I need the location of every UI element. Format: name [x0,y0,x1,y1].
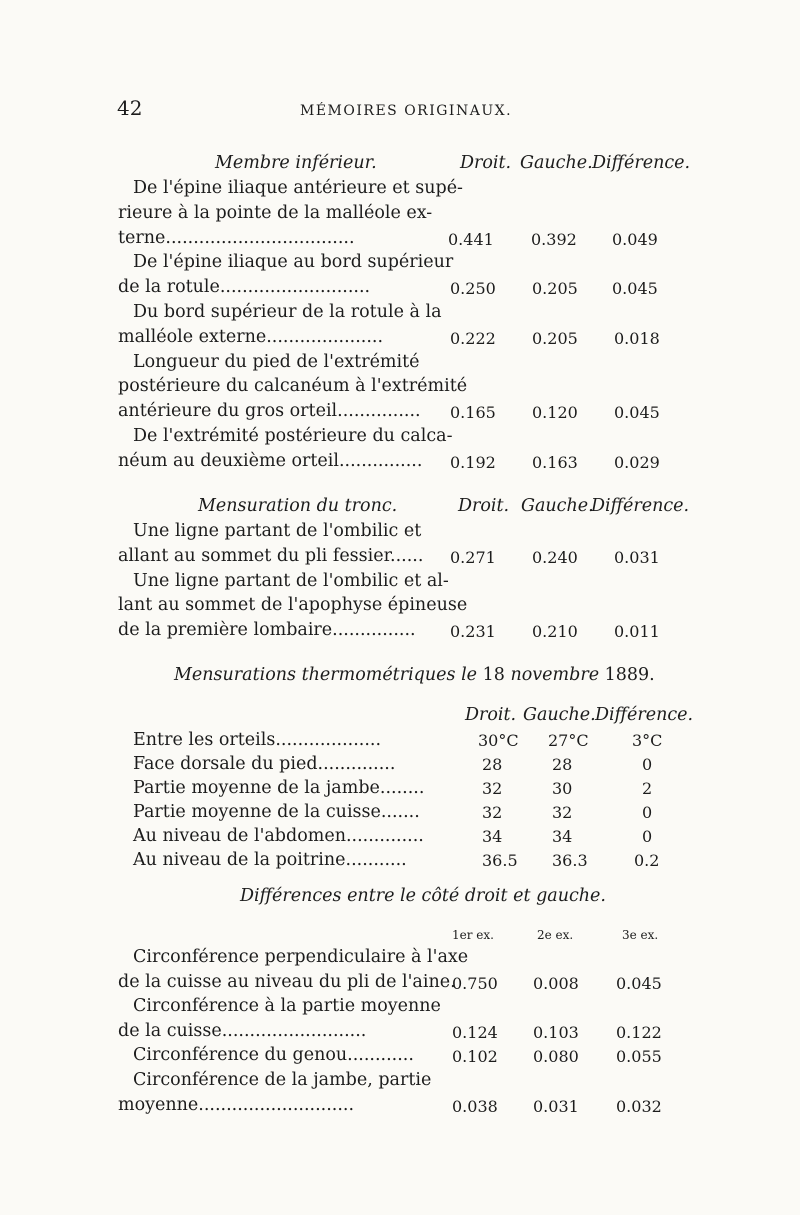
value-droit: 36.5 [482,851,518,870]
value-droit: 0.222 [450,329,496,348]
value-droit: 30°C [478,731,519,750]
text-line: Circonférence perpendiculaire à l'axe [133,947,469,967]
value-gauche: 27°C [548,731,589,750]
text-line: de la rotule........................... [118,277,371,297]
text-line: lant au sommet de l'apophyse épineuse [118,595,468,615]
section-title: Membre inférieur. [215,153,377,173]
col-header-difference: Différence. [592,153,691,173]
value-gauche: 0.392 [531,230,577,249]
value-droit: 0.192 [450,453,496,472]
col-header-droit: Droit. [458,496,510,516]
text-line: néum au deuxième orteil............... [118,451,423,471]
text-line: moyenne............................ [118,1095,355,1115]
value-difference: 0.049 [612,230,658,249]
row-label: Partie moyenne de la jambe........ [133,778,425,798]
section-title: Différences entre le côté droit et gauche. [240,886,606,906]
value-difference: 0.045 [612,279,658,298]
value-droit: 0.165 [450,403,496,422]
col-header-droit: Droit. [460,153,512,173]
value-droit: 32 [482,779,503,798]
text-line: Longueur du pied de l'extrémité [133,352,420,372]
value-difference: 0.029 [614,453,660,472]
page-number: 42 [117,96,143,120]
value-gauche: 30 [552,779,573,798]
value-ex2: 0.008 [533,974,579,993]
value-difference: 0 [642,827,653,846]
value-droit: 0.250 [450,279,496,298]
text-line: rieure à la pointe de la malléole ex- [118,203,433,223]
row-label: Au niveau de l'abdomen.............. [133,826,424,846]
text-line: Une ligne partant de l'ombilic et al- [133,571,449,591]
col-header-ex2: 2e ex. [537,928,574,942]
text-line: allant au sommet du pli fessier...... [118,546,424,566]
text-line: Circonférence du genou............ [133,1045,414,1065]
col-header-gauche: Gauche. [521,496,594,516]
value-difference: 0 [642,803,653,822]
value-droit: 0.271 [450,548,496,567]
col-header-ex3: 3e ex. [622,928,659,942]
value-difference: 0 [642,755,653,774]
value-droit: 0.231 [450,622,496,641]
text-line: Une ligne partant de l'ombilic et [133,521,422,541]
section-title-part: le [461,665,478,685]
value-gauche: 34 [552,827,573,846]
text-line: terne.................................. [118,228,355,248]
section-title-part: 1889. [604,665,655,685]
row-label: Entre les orteils................... [133,730,382,750]
value-gauche: 0.240 [532,548,578,567]
col-header-ex1: 1er ex. [452,928,494,942]
value-ex2: 0.031 [533,1097,579,1116]
text-line: antérieure du gros orteil............... [118,401,421,421]
value-gauche: 28 [552,755,573,774]
value-ex2: 0.080 [533,1047,579,1066]
value-gauche: 0.205 [532,279,578,298]
value-ex3: 0.032 [616,1097,662,1116]
section-title-part: 18 [482,665,505,685]
value-ex3: 0.045 [616,974,662,993]
section-title-part: novembre [510,665,600,685]
text-line: De l'épine iliaque au bord supérieur [133,252,454,272]
text-line: Du bord supérieur de la rotule à la [133,302,442,322]
value-difference: 0.011 [614,622,660,641]
col-header-gauche: Gauche. [520,153,593,173]
value-ex2: 0.103 [533,1023,579,1042]
text-line: De l'épine iliaque antérieure et supé- [133,178,463,198]
text-line: De l'extrémité postérieure du calca- [133,426,453,446]
text-line: de la cuisse.......................... [118,1021,367,1041]
value-difference: 2 [642,779,653,798]
text-line: malléole externe..................... [118,327,384,347]
value-droit: 28 [482,755,503,774]
section-title [174,665,655,685]
row-label: Au niveau de la poitrine........... [133,850,407,870]
row-label: Face dorsale du pied.............. [133,754,396,774]
value-ex3: 0.055 [616,1047,662,1066]
section-title: Mensuration du tronc. [198,496,398,516]
value-difference: 0.031 [614,548,660,567]
col-header-difference: Différence. [595,705,694,725]
value-difference: 0.018 [614,329,660,348]
text-line: postérieure du calcanéum à l'extrémité [118,376,468,396]
text-line: Circonférence de la jambe, partie [133,1070,432,1090]
value-gauche: 36.3 [552,851,588,870]
value-difference: 3°C [632,731,663,750]
value-ex1: 0.038 [452,1097,498,1116]
value-gauche: 0.205 [532,329,578,348]
value-ex1: 0.750 [452,974,498,993]
running-header: MÉMOIRES ORIGINAUX. [300,103,513,119]
value-gauche: 0.120 [532,403,578,422]
value-droit: 32 [482,803,503,822]
value-difference: 0.2 [634,851,660,870]
row-label: Partie moyenne de la cuisse....... [133,802,420,822]
value-droit: 34 [482,827,503,846]
text-line: de la première lombaire............... [118,620,416,640]
text-line: Circonférence à la partie moyenne [133,996,441,1016]
col-header-gauche: Gauche. [523,705,596,725]
value-ex1: 0.124 [452,1023,498,1042]
value-difference: 0.045 [614,403,660,422]
value-gauche: 0.210 [532,622,578,641]
value-ex3: 0.122 [616,1023,662,1042]
value-gauche: 32 [552,803,573,822]
section-title-part: Mensurations thermométriques [174,665,456,685]
value-droit: 0.441 [448,230,494,249]
col-header-droit: Droit. [465,705,517,725]
value-gauche: 0.163 [532,453,578,472]
value-ex1: 0.102 [452,1047,498,1066]
col-header-difference: Différence. [591,496,690,516]
text-line: de la cuisse au niveau du pli de l'aine. [118,972,456,992]
